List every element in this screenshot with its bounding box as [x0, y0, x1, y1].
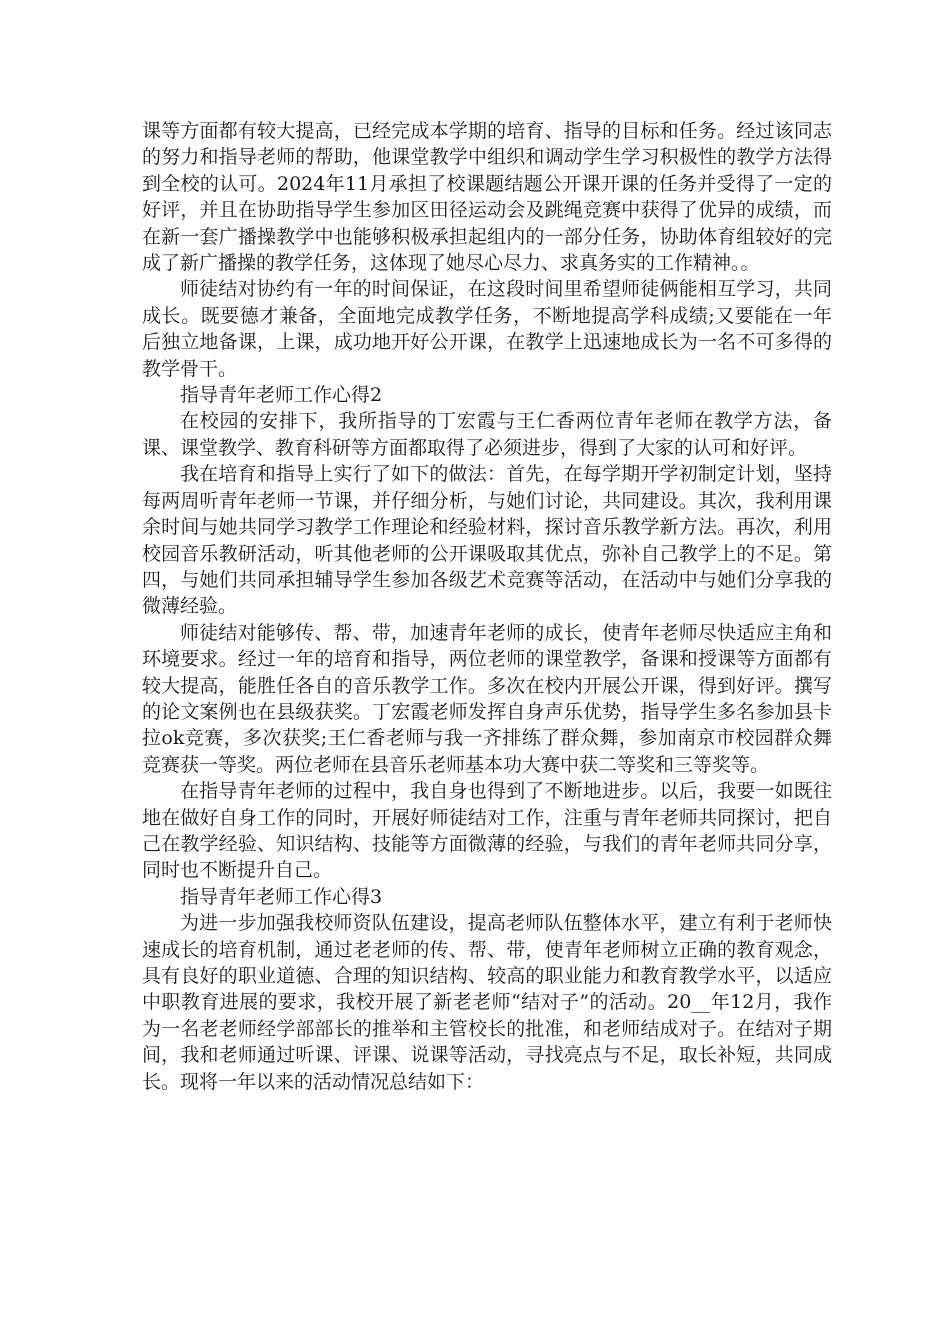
paragraph-faculty-building: 为进一步加强我校师资队伍建设，提高老师队伍整体水平，建立有利于老师快速成长的培育机制，通过老老师的传、帮、带，使青年老师树立正确的教育观念，具有良好的职业道德、合理的知识结构、较高的职业能力和教育教学水平，以适应中职教育进展的要求，我校开展了新老老师“结对子”的活动。20__年12月，我作为一名老老师经学部部长的推举和主管校长的批准，和老师结成对子。在结对子期间，我和老师通过听课、评课、说课等活动，寻找亮点与不足，取长补短，共同成长。现将一年以来的活动情况总结如下： — [142, 912, 832, 1093]
paragraph-school-arrangement: 在校园的安排下，我所指导的丁宏霞与王仁香两位青年老师在教学方法，备课、课堂教学、教育科研等方面都取得了必须进步，得到了大家的认可和好评。 — [142, 410, 832, 459]
section-heading-3: 指导青年老师工作心得3 — [180, 885, 383, 908]
paragraph-pairing-agreement: 师徒结对协约有一年的时间保证，在这段时间里希望师徒俩能相互学习，共同成长。既要德才兼备，全面地完成教学任务，不断地提高学科成绩;又要能在一年后独立地备课，上课，成功地开好公开课，在教学上迅速地成长为一名不可多得的教学骨干。 — [142, 278, 832, 380]
paragraph-self-progress: 在指导青年老师的过程中，我自身也得到了不断地进步。以后，我要一如既往地在做好自身工作的同时，开展好师徒结对工作，注重与青年老师共同探讨，把自己在教学经验、知识结构、技能等方面微薄的经验，与我们的青年老师共同分享，同时也不断提升自己。 — [142, 780, 832, 882]
section-heading-2: 指导青年老师工作心得2 — [180, 384, 383, 407]
paragraph-results: 师徒结对能够传、帮、带，加速青年老师的成长，使青年老师尽快适应主角和环境要求。经过一年的培育和指导，两位老师的课堂教学，备课和授课等方面都有较大提高，能胜任各自的音乐教学工作。多次在校内开展公开课，得到好评。撰写的论文案例也在县级获奖。丁宏霞老师发挥自身声乐优势，指导学生多名参加县卡拉ok竞赛，多次获奖;王仁香老师与我一齐排练了群众舞，参加南京市校园群众舞竞赛获一等奖。两位老师在县音乐老师基本功大赛中获二等奖和三等奖等。 — [142, 621, 832, 776]
document-body — [142, 118, 832, 1095]
paragraph-continued: 课等方面都有较大提高，已经完成本学期的培育、指导的目标和任务。经过该同志的努力和指导老师的帮助，他课堂教学中组织和调动学生学习积极性的教学方法得到全校的认可。2024年11月承担了校课题结题公开课开课的任务并受得了一定的好评，并且在协助指导学生参加区田径运动会及跳绳竞赛中获得了优异的成绩，而在新一套广播操教学中也能够积极承担起组内的一部分任务，协助体育组较好的完成了新广播操的教学任务，这体现了她尽心尽力、求真务实的工作精神。。 — [142, 120, 832, 275]
paragraph-methods: 我在培育和指导上实行了如下的做法：首先，在每学期开学初制定计划，坚持每两周听青年老师一节课，并仔细分析，与她们讨论，共同建设。其次，我利用课余时间与她共同学习教学工作理论和经验材料，探讨音乐教学新方法。再次，利用校园音乐教研活动，听其他老师的公开课吸取其优点，弥补自己教学上的不足。第四，与她们共同承担辅导学生参加各级艺术竞赛等活动，在活动中与她们分享我的微薄经验。 — [142, 463, 832, 618]
